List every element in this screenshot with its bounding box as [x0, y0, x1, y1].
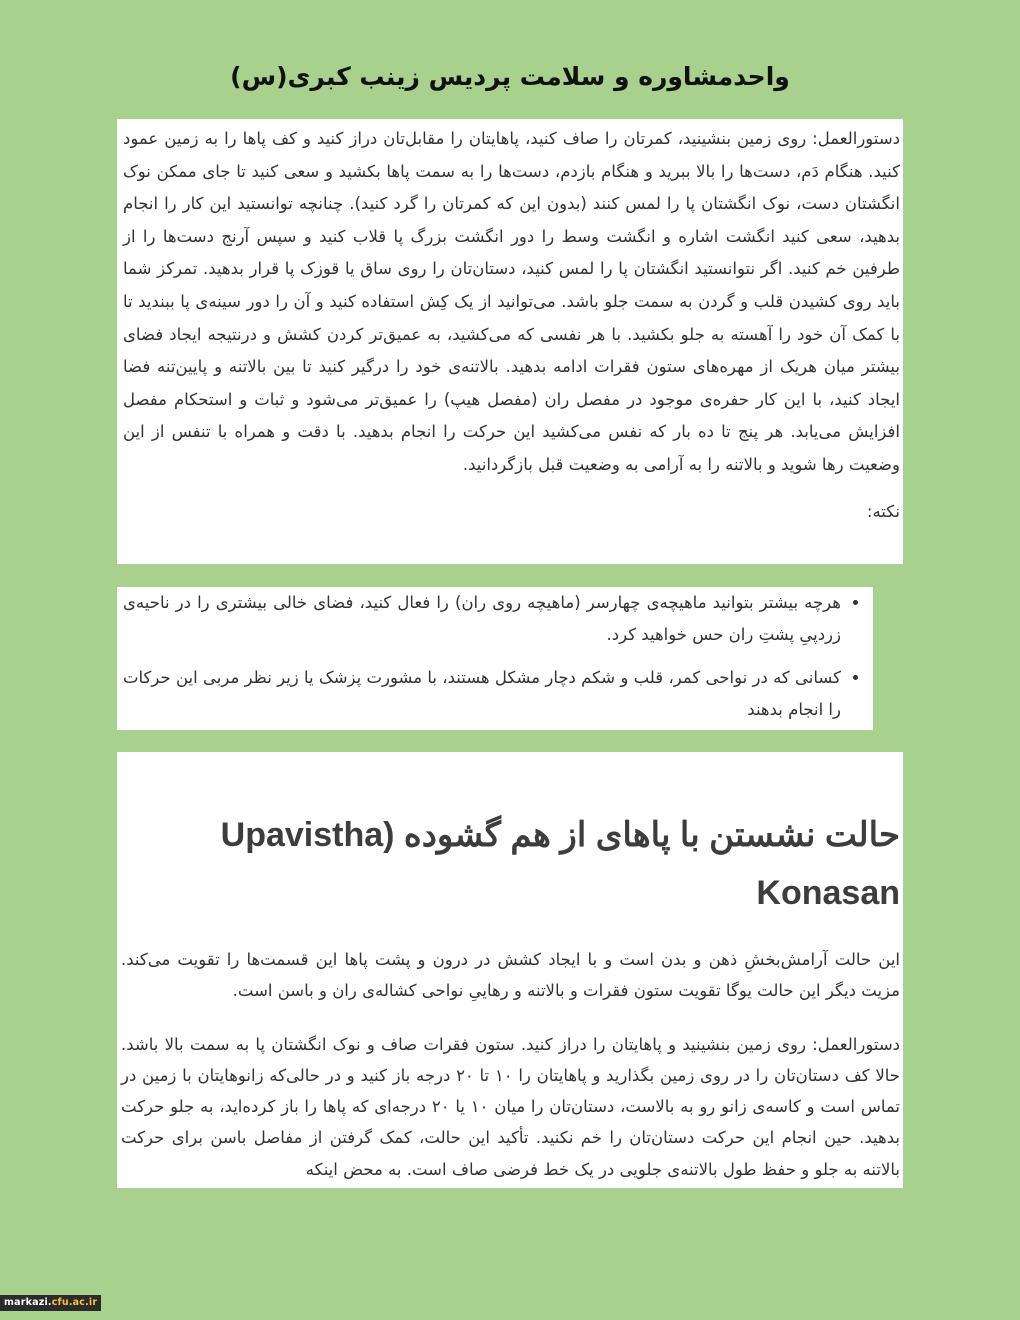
list-item: • هرچه بیشتر بتوانید ماهیچه‌ی چهارسر (ماهیچه روی ران) را فعال کنید، فضای خالی بیشتری را در ناحیه‌ی زردپیِ پشتِ ران حس خواهید کرد.: [123, 587, 841, 650]
site-logo[interactable]: [0, 1295, 101, 1311]
notes-block: [117, 587, 873, 730]
pose-intro-paragraph: این حالت آرامش‌بخشِ ذهن و بدن است و با ایجاد کشش در درون و پشت پاها این قسمت‌ها را تقویت می‌کند. مزیت دیگر این حالت یوگا تقویت ستون فقرات و بالاتنه و رهاییِ نواحی کشاله‌ی ران و باسن است.: [121, 950, 900, 1001]
instructions-paragraph: دستورالعمل: روی زمین بنشینید، کمرتان را صاف کنید، پاهایتان را مقابل‌تان دراز کنید و کف پاها را به زمین عمود کنید. هنگام دَم، دست‌ها را بالا ببرید و هنگام بازدم، دست‌ها را به سمت پاها بکشید و سعی کنید تا جای ممکن نوک انگشتان دست، نوک انگشتان پا را لمس کنند (بدون این که کمرتان را گرد کنید). چنانچه توانستید این کار را انجام بدهید، سعی کنید انگشت اشاره و انگشت وسط را دور انگشت بزرگ پا قلاب کنید و سپس آرنج دست‌ها را از طرفین خم کنید. اگر نتوانستید انگشتان پا را لمس کنید، دستان‌تان را روی ساق یا قوزک پا قرار بدهید. تمرکز شما باید روی کشیدن قلب و گردن به سمت جلو باشد. می‌توانید از یک کِش استفاده کنید و آن را دور سینه‌ی پا ببندید تا با کمک آن خود را آهسته به جلو بکشید. با هر نفسی که می‌کشید، به عمیق‌تر کردن کشش و درنتیجه ایجاد فضای بیشتر میان هریک از مهره‌های ستون فقرات ادامه بدهید. بالاتنه‌ی خود را درگیر کنید تا بین بالاتنه و پایین‌تنه فضا ایجاد کنید، با این کار حفره‌ی موجود در مفصل ران (مفصل هیپ) را عمیق‌تر می‌شود و ثبات و استحکام مفصل افزایش می‌یابد. هر پنج تا ده بار که نفس می‌کشید این حرکت را انجام بدهید. با دقت و همراه با تنفس از این وضعیت رها شوید و بالاتنه را به آرامی به وضعیت قبل بازگردانید.: [123, 129, 900, 474]
note-label: نکته:: [866, 501, 900, 521]
section-heading: حالت نشستن با پاهای از هم گشوده (Upavistha Konasan: [220, 816, 900, 912]
pose-instructions-paragraph: دستورالعمل: روی زمین بنشینید و پاهایتان را دراز کنید. ستون فقرات صاف و نوک انگشتان پا به سمت بالا باشد. حالا کف دستان‌تان را در روی زمین بگذارید و پاهایتان را ۱۰ تا ۲۰ درجه باز کنید و در حالی‌که زانوهایتان با زمین در تماس است و کاسه‌ی زانو رو به بالاست، دستان‌تان را میان ۱۰ یا ۲۰ درجه‌ای که پاها را باز کرده‌اید، به جلو حرکت بدهید. حین انجام این حرکت دستان‌تان را خم نکنید. تأکید این حالت، کمک گرفتن از مفاصل باسن برای حرکت بالاتنه به جلو و حفظ طول بالاتنه‌ی جلویی در یک خط فرضی صاف است. به محض اینکه: [121, 1034, 901, 1179]
notes-list: [123, 587, 873, 725]
logo-text-accent: cfu.ac.ir: [51, 1297, 98, 1308]
list-item: • کسانی که در نواحی کمر، قلب و شکم دچار مشکل هستند، با مشورت پزشک یا زیر نظر مربی این حرکات را انجام بدهند: [123, 662, 841, 725]
logo-text-main: markazi.: [4, 1297, 52, 1308]
pose-section: [117, 752, 903, 1188]
instructions-block: [117, 119, 903, 564]
page-title: واحدمشاوره و سلامت پردیس زینب کبری(س): [230, 62, 790, 91]
